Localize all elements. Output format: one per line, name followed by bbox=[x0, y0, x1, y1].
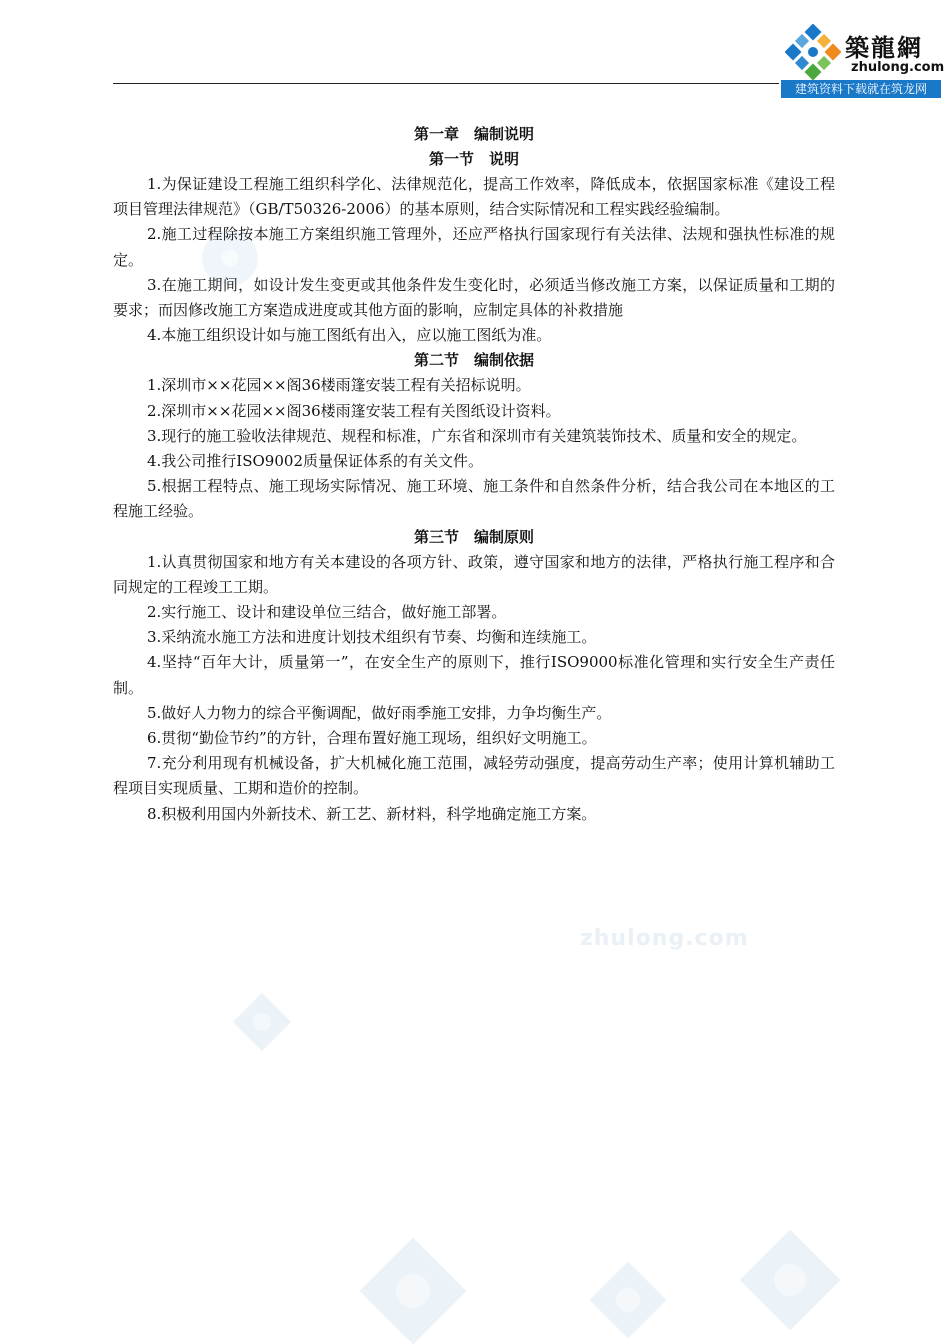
section-title: 第三节 编制原则 bbox=[413, 527, 534, 546]
document-body bbox=[113, 122, 835, 827]
paragraph: 8.积极利用国内外新技术、新工艺、新材料，科学地确定施工方案。 bbox=[147, 804, 597, 823]
paragraph: 6.贯彻“勤俭节约”的方针，合理布置好施工现场，组织好文明施工。 bbox=[147, 729, 597, 748]
paragraph: 5.做好人力物力的综合平衡调配，做好雨季施工安排，力争均衡生产。 bbox=[147, 703, 612, 722]
logo-name: 築龍網 bbox=[845, 33, 923, 62]
paragraph: 4.坚持“百年大计，质量第一”，在安全生产的原则下，推行ISO9000标准化管理和实行安全生产责任制。 bbox=[113, 653, 835, 697]
section-title: 第一节 说明 bbox=[428, 150, 519, 168]
zhulong-snowflake-icon bbox=[785, 24, 841, 80]
watermark-snowflake-icon bbox=[740, 1230, 840, 1330]
paragraph: 3.在施工期间，如设计发生变更或其他条件发生变化时，必须适当修改施工方案，以保证质量和工期的要求；而因修改施工方案造成进度或其他方面的影响，应制定具体的补救措施 bbox=[113, 275, 835, 320]
paragraph: 5.根据工程特点、施工现场实际情况、施工环境、施工条件和自然条件分析，结合我公司在本地区的工程施工经验。 bbox=[113, 477, 835, 521]
paragraph: 1.深圳市××花园××阁36楼雨篷安装工程有关招标说明。 bbox=[147, 376, 531, 395]
paragraph: 4.本施工组织设计如与施工图纸有出入，应以施工图纸为准。 bbox=[147, 326, 552, 345]
watermark-text: zhulong.com bbox=[580, 926, 749, 951]
paragraph: 2.施工过程除按本施工方案组织施工管理外，还应严格执行国家现行有关法律、法规和强执性标准的规定。 bbox=[113, 225, 835, 269]
logo-tagline: 建筑资料下载就在筑龙网 bbox=[781, 80, 941, 98]
chapter-title: 第一章 编制说明 bbox=[413, 125, 534, 143]
paragraph: 3.现行的施工验收法律规范、规程和标准，广东省和深圳市有关建筑装饰技术、质量和安全的规定。 bbox=[147, 426, 807, 445]
zhulong-logo[interactable] bbox=[779, 8, 943, 100]
watermark-snowflake-icon bbox=[590, 1262, 666, 1338]
paragraph: 2.实行施工、设计和建设单位三结合，做好施工部署。 bbox=[147, 603, 507, 622]
watermark-snowflake-icon bbox=[230, 990, 294, 1054]
paragraph: 7.充分利用现有机械设备，扩大机械化施工范围，减轻劳动强度，提高劳动生产率；使用计算机辅助工程项目实现质量、工期和造价的控制。 bbox=[113, 754, 835, 798]
paragraph: 4.我公司推行ISO9002质量保证体系的有关文件。 bbox=[147, 452, 483, 471]
watermark-snowflake-icon bbox=[360, 1238, 466, 1344]
paragraph: 3.采纳流水施工方法和进度计划技术组织有节奏、均衡和连续施工。 bbox=[147, 628, 597, 647]
paragraph: 1.为保证建设工程施工组织科学化、法律规范化，提高工作效率，降低成本，依据国家标准《建设工程项目管理法律规范》（GB/T50326-2006）的基本原则，结合实际情况和工程实践经验编制。 bbox=[113, 175, 835, 219]
paragraph: 1.认真贯彻国家和地方有关本建设的各项方针、政策，遵守国家和地方的法律，严格执行施工程序和合同规定的工程竣工工期。 bbox=[113, 552, 835, 596]
logo-url: zhulong.com bbox=[851, 60, 945, 75]
paragraph: 2.深圳市××花园××阁36楼雨篷安装工程有关图纸设计资料。 bbox=[147, 401, 561, 420]
header-rule bbox=[113, 83, 779, 84]
section-title: 第二节 编制依据 bbox=[413, 351, 534, 370]
